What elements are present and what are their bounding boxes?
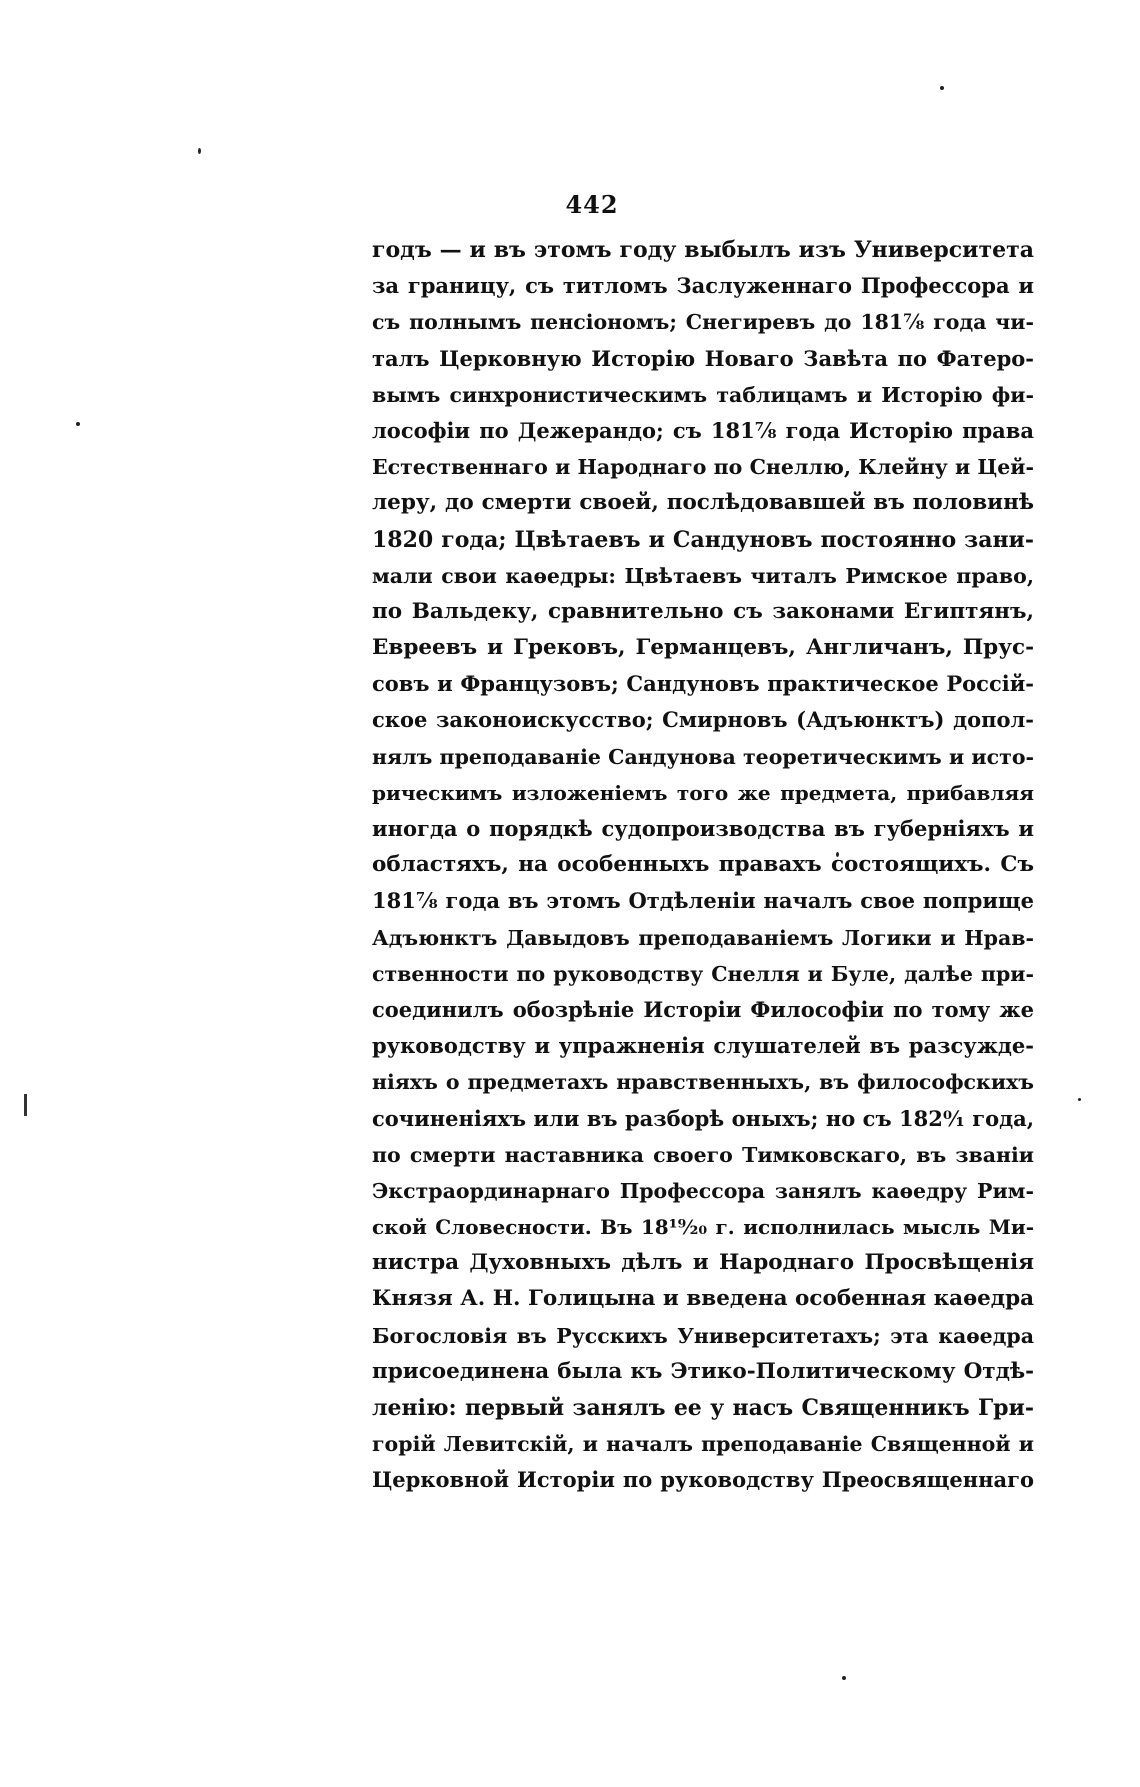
body-text [372,232,1034,1499]
text-line: совъ и Французовъ; Сандуновъ практическое Россій- [372,671,1034,697]
text-line: съ полнымъ пенсіономъ; Снегиревъ до 181⅞ года чи- [372,310,1034,335]
text-line: лософіи по Дежерандо; съ 181⅞ года Исторію права [372,417,1034,443]
text-line: вымъ синхронистическимъ таблицамъ и Исторію фи- [372,382,1034,407]
text-line: сочиненіяхъ или въ разборѣ оныхъ; но съ 182⁰⁄₁ года, [372,1105,1034,1131]
text-line: ское законоискусство; Смирновъ (Адъюнктъ) допол- [372,707,1034,733]
text-line: руководству и упражненія слушателей въ разсужде- [372,1033,1034,1059]
scan-speck [940,86,944,90]
text-line: 181⅞ года въ этомъ Отдѣленіи началъ свое поприще [372,888,1034,914]
scan-edge-mark [24,1094,27,1116]
scan-speck [1078,1098,1081,1101]
text-line: мали свои каѳедры: Цвѣтаевъ читалъ Римское право, [372,563,1034,588]
text-line: присоединена была къ Этико-Политическому Отдѣ- [372,1358,1034,1384]
text-line: Богословія въ Русскихъ Университетахъ; эта каѳедра [372,1323,1034,1348]
text-line: 1820 года; Цвѣтаевъ и Сандуновъ постоянно зани- [372,526,1034,553]
text-line: иногда о порядкѣ судопроизводства въ губерніяхъ и [372,816,1034,841]
text-line: областяхъ, на особенныхъ правахъ состоящихъ. Съ [372,852,1034,878]
scan-speck [198,148,201,154]
text-line: ственности по руководству Снелля и Буле, далѣе при- [372,961,1034,986]
text-line: ленію: первый занялъ ее у насъ Священникъ Гри- [372,1395,1034,1421]
text-line: Экстраординарнаго Профессора занялъ каѳедру Рим- [372,1178,1034,1203]
text-line: Адъюнктъ Давыдовъ преподаваніемъ Логики и Нрав- [372,925,1034,950]
text-line: по Вальдеку, сравнительно съ законами Египтянъ, [372,598,1034,624]
text-line: Церковной Исторіи по руководству Преосвященнаго [372,1467,1034,1493]
text-line: нистра Духовныхъ дѣлъ и Народнаго Просвѣщенія [372,1250,1034,1276]
text-line: нялъ преподаваніе Сандунова теоретическимъ и исто- [372,744,1034,769]
text-line: ніяхъ о предметахъ нравственныхъ, въ философскихъ [372,1070,1034,1095]
text-line: горій Левитскій, и началъ преподаваніе Священной и [372,1432,1034,1457]
text-line: леру, до смерти своей, послѣдовавшей въ половинѣ [372,490,1034,516]
text-line: по смерти наставника своего Тимковскаго, въ званіи [372,1142,1034,1167]
text-line: Естественнаго и Народнаго по Снеллю, Клейну и Цей- [372,455,1034,480]
text-line: соединилъ обозрѣніе Исторіи Философіи по тому же [372,996,1034,1022]
text-line: Евреевъ и Грековъ, Германцевъ, Англичанъ, Прус- [372,635,1034,661]
text-line: рическимъ изложеніемъ того же предмета, прибавляя [372,780,1034,805]
text-line: ской Словесности. Въ 18¹⁹⁄₂₀ г. исполнилась мысль Ми- [372,1215,1034,1240]
text-line: Князя А. Н. Голицына и введена особенная каѳедра [372,1286,1035,1312]
scan-speck [842,1676,846,1680]
text-line: за границу, съ титломъ Заслуженнаго Профессора и [372,273,1034,299]
scan-speck [76,422,80,426]
page-number: 442 [565,190,619,219]
text-line: талъ Церковную Исторію Новаго Завѣта по Фатеро- [372,345,1034,371]
text-line: годъ — и въ этомъ году выбылъ изъ Университета [372,237,1034,263]
